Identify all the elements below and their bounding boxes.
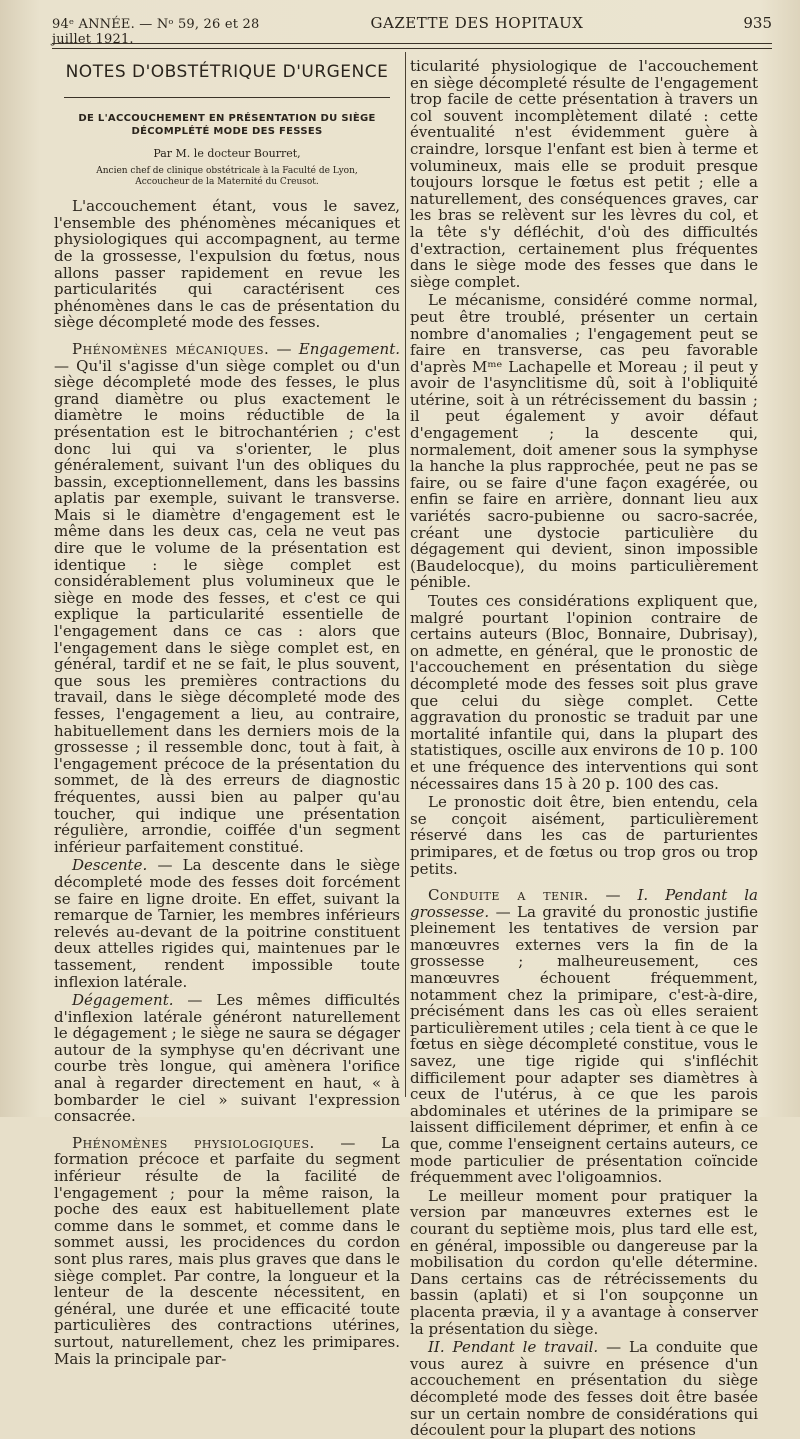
mechanism-paragraph: Le mécanisme, considéré comme normal, peut être troublé, présenter un certain nombre d'anomalies ; l'engagement peut se faire en transverse, cas peu favorable d'après Mᵐᵉ Lachapelle et Moreau ; il peut y avoir de l'asynclitisme dû, soit à l'obliquité utérine, soit à un rétrécissement du bassin ; il peut également y avoir défaut d'engagement ; la descente qui, normalement, doit amener sous la symphyse la hanche la plus rapprochée, peut ne pas se faire, ou se faire d'une façon exagérée, ou enfin se faire en arrière, donnant lieu aux variétés sacro-pubienne ou sacro-sacrée, créant une dystocie particulière du dégagement qui devient, sinon impossible (Baudelocque), du moins particulièrement pénible. <box>410 291 758 592</box>
degagement-text: — Les mêmes difficultés d'inflexion latérale généront naturellement le dégagement ; le siège ne saura se dégager autour de la symphyse qu'en décrivant une courbe très longue, qui amènera l'orifice anal à regarder directement en haut, « à bombarder le ciel » suivant l'expression consacrée. <box>54 991 400 1126</box>
author-credit-line-1: Ancien chef de clinique obstétricale à la Faculté de Lyon, <box>96 166 358 177</box>
page-header <box>52 14 772 47</box>
prognosis-paragraph: Toutes ces considérations expliquent que, malgré pourtant l'opinion contraire de certains auteurs (Bloc, Bonnaire, Dubrisay), on admette, en général, que le pronostic de l'accouchement en présentation du siège décompleté mode des fesses soit plus grave que celui du siège complet. Cette aggravation du pronostic se traduit par une mortalité infantile qui, dans la plupart des statistiques, oscille aux environs de 10 p. 100 et une fréquence des interventions qui sont nécessaires dans 15 à 20 p. 100 des cas. <box>410 592 758 793</box>
continuation-paragraph: ticularité physiologique de l'accouchement en siège décompleté résulte de l'engagement trop facile de cette présentation à travers un col souvent incomplètement dilaté : cette éventualité n'est évidemment guère à craindre, lorsque l'enfant est bien à terme et volumineux, mais elle se produit presque toujours lorsque le fœtus est petit ; elle a naturellement, des conséquences graves, car les bras se relèvent sur les lèvres du col, et la tête s'y défléchit, d'où des difficultés d'extraction, certainement plus fréquentes dans le siège mode des fesses que dans le siège complet. <box>410 57 758 291</box>
author-credit-line-2: Accoucheur de la Maternité du Creusot. <box>135 177 319 188</box>
article-byline: Par M. le docteur Bourret, <box>153 146 301 160</box>
column-divider <box>405 52 406 1097</box>
engagement-text: — Qu'il s'agisse d'un siège complet ou d'un siège décompleté mode des fesses, le plus grand diamètre ou plus exactement le diamètre le moins réductible de la présentation est le bitrochantérien ; c'est donc lui qui va s'orienter, le plus généralement, suivant l'un des obliques du bassin, exceptionnellement, dans les bassins aplatis par exemple, suivant le transverse. Mais si le diamètre d'engagement est le même dans les deux cas, cela ne veut pas dire que le volume de la présentation est identique : le siège complet est considérablement plus volumineux que le siège en mode des fesses, et c'est ce qui explique la particularité essentielle de l'engagement dans ce cas : alors que l'engagement dans le siège complet est, en général, tardif et ne se fait, le plus souvent, que sous les premières contractions du travail, dans le siège décompleté mode des fesses, l'engagement a lieu, au contraire, habituellement dans les derniers mois de la grossesse ; il ressemble donc, tout à fait, à l'engagement précoce de la présentation du sommet, de là des erreurs de diagnostic fréquentes, aussi bien au palper qu'au toucher, qui indique une présentation régulière, arrondie, coiffée d'un segment inférieur parfaitement constitué. <box>54 356 400 856</box>
author-credit <box>54 166 400 188</box>
article-title: DE L'ACCOUCHEMENT EN PRÉSENTATION DU SIÈGE DÉCOMPLÉTÉ MODE DES FESSES <box>78 112 376 137</box>
engagement-subhead: Engagement. <box>298 339 400 358</box>
section-title: NOTES D'OBSTÉTRIQUE D'URGENCE <box>65 62 389 82</box>
labour-text: — La conduite que vous aurez à suivre en présence d'un accouchement en présentation du siège décompleté mode des fesses doit être basée sur un certain nombre de considérations qui découlent pour la plupart des notions <box>410 1338 758 1439</box>
labour-subhead: II. Pendant le travail. <box>428 1338 599 1357</box>
version-paragraph: Le meilleur moment pour pratiquer la version par manœuvres externes est le courant du septième mois, plus tard elle est, en général, impossible ou dangereuse par la mobilisation du cordon qu'elle détermine. Dans certains cas de rétrécissements du bassin (aplati) et si l'on soupçonne un placenta prævia, il y a avantage à conserver la présentation du siège. <box>410 1186 758 1338</box>
pregnancy-text: — La gravité du pronostic justifie pleinement les tentatives de version par manœuvres externes vers la fin de la grossesse ; malheureusement, ces manœuvres échouent fréquemment, notamment chez la primipare, c'est-à-dire, précisément dans les cas où elles seraient particulièrement utiles ; cela tient à ce que le fœtus en siège décompleté constitue, vous le savez, une tige rigide qui s'infléchit difficilement pour adapter ses diamètres à ceux de l'utérus, à ce que les parois abdominales et utérines de la primipare se laissent difficilement déprimer, et enfin à ce que, comme l'enseignent certains auteurs, ce mode particulier de présentation coïncide fréquemment avec l'oligoamnios. <box>410 902 758 1187</box>
degagement-paragraph <box>54 992 400 1125</box>
section-rule <box>64 97 390 98</box>
journal-title: GAZETTE DES HOPITAUX <box>370 14 584 32</box>
physiology-paragraph <box>54 1135 400 1367</box>
labour-paragraph <box>410 1339 758 1439</box>
page-number: 935 <box>743 14 772 32</box>
issue-info: 94ᵉ ANNÉE. — Nᵒ 59, 26 et 28 juillet 1921. <box>52 17 260 47</box>
conduct-paragraph: Conduite a tenir. — I. Pendant la grossesse. — La gravité du pronostic justifie pleinement les tentatives de version par manœuvres externes vers la fin de la grossesse ; malheureusement, ces manœuvres échouent fréquemment, notamment chez la primipare, c'est-à-dire, précisément dans les cas où elles seraient particulièrement utiles ; cela tient à ce que le fœtus en siège décompleté constitue, vous le savez, une tige rigide qui s'infléchit difficilement pour adapter ses diamètres à ceux de l'utérus, à ce que les parois abdominales et utérines de la primipare se laissent difficilement déprimer, et enfin à ce que, comme l'enseignent certains auteurs, ce mode particulier de présentation coïncide fréquemment avec l'oligoamnios. <box>410 886 758 1187</box>
descente-text: — La descente dans le siège décompleté mode des fesses doit forcément se faire en ligne droite. En effet, suivant la remarque de Tarnier, les membres inférieurs relevés au-devant de la poitrine constituent deux attelles rigides qui, maintenues par le tassement, rendent impossible toute inflexion latérale. <box>54 856 400 991</box>
right-column <box>410 57 758 1439</box>
intro-paragraph: L'accouchement étant, vous le savez, l'ensemble des phénomènes mécaniques et physiologiques qui accompagnent, au terme de la grossesse, l'expulsion du fœtus, nous allons passer rapidement en revue les particularités qui caractérisent ces phénomènes dans le cas de présentation du siège décompleté mode des fesses. <box>54 197 400 332</box>
degagement-subhead: Dégagement. <box>72 991 174 1010</box>
descente-paragraph <box>54 857 400 990</box>
mechanics-paragraph: Phénomènes mécaniques. — Engagement. — Qu'il s'agisse d'un siège complet ou d'un siège décompleté mode des fesses, le plus grand diamètre ou plus exactement le diamètre le moins réductible de la présentation est le bitrochantérien ; c'est donc lui qui va s'orienter, le plus généralement, suivant l'un des obliques du bassin, exceptionnellement, dans les bassins aplatis par exemple, suivant le transverse. Mais si le diamètre d'engagement est le même dans les deux cas, cela ne veut pas dire que le volume de la présentation est identique : le siège complet est considérablement plus volumineux que le siège en mode des fesses, et c'est ce qui explique la particularité essentielle de l'engagement dans ce cas : alors que l'engagement dans le siège complet est, en général, tardif et ne se fait, le plus souvent, que sous les premières contractions du travail, dans le siège décompleté mode des fesses, l'engagement a lieu, au contraire, habituellement dans les derniers mois de la grossesse ; il ressemble donc, tout à fait, à l'engagement précoce de la présentation du sommet, de là des erreurs de diagnostic fréquentes, aussi bien au palper qu'au toucher, qui indique une présentation régulière, arrondie, coiffée d'un segment inférieur parfaitement constitué. <box>54 339 400 856</box>
pregnancy-subhead: I. Pendant la grossesse. <box>410 886 758 921</box>
descente-subhead: Descente. <box>72 856 148 875</box>
physiology-text: — La formation précoce et parfaite du segment inférieur résulte de la facilité de l'engagement ; pour la même raison, la poche des eaux est habituellement plate comme dans le sommet, et comme dans le sommet aussi, les procidences du cordon sont plus rares, mais plus graves que dans le siège complet. Par contre, la longueur et la lenteur de la descente nécessitent, en général, une durée et une efficacité toute particulières des contractions utérines, surtout, naturellement, chez les primipares. Mais la principale par- <box>54 1133 400 1368</box>
mechanics-lead: Phénomènes mécaniques. <box>72 339 270 358</box>
header-rule <box>52 43 772 49</box>
left-column <box>54 58 400 1368</box>
conduct-lead: Conduite a tenir. <box>428 886 589 905</box>
prognosis-note-paragraph: Le pronostic doit être, bien entendu, cela se conçoit aisément, particulièrement réservé dans les cas de parturientes primipares, et de fœtus ou trop gros ou trop petits. <box>410 793 758 878</box>
physiology-lead: Phénomènes physiologiques. <box>72 1133 315 1152</box>
